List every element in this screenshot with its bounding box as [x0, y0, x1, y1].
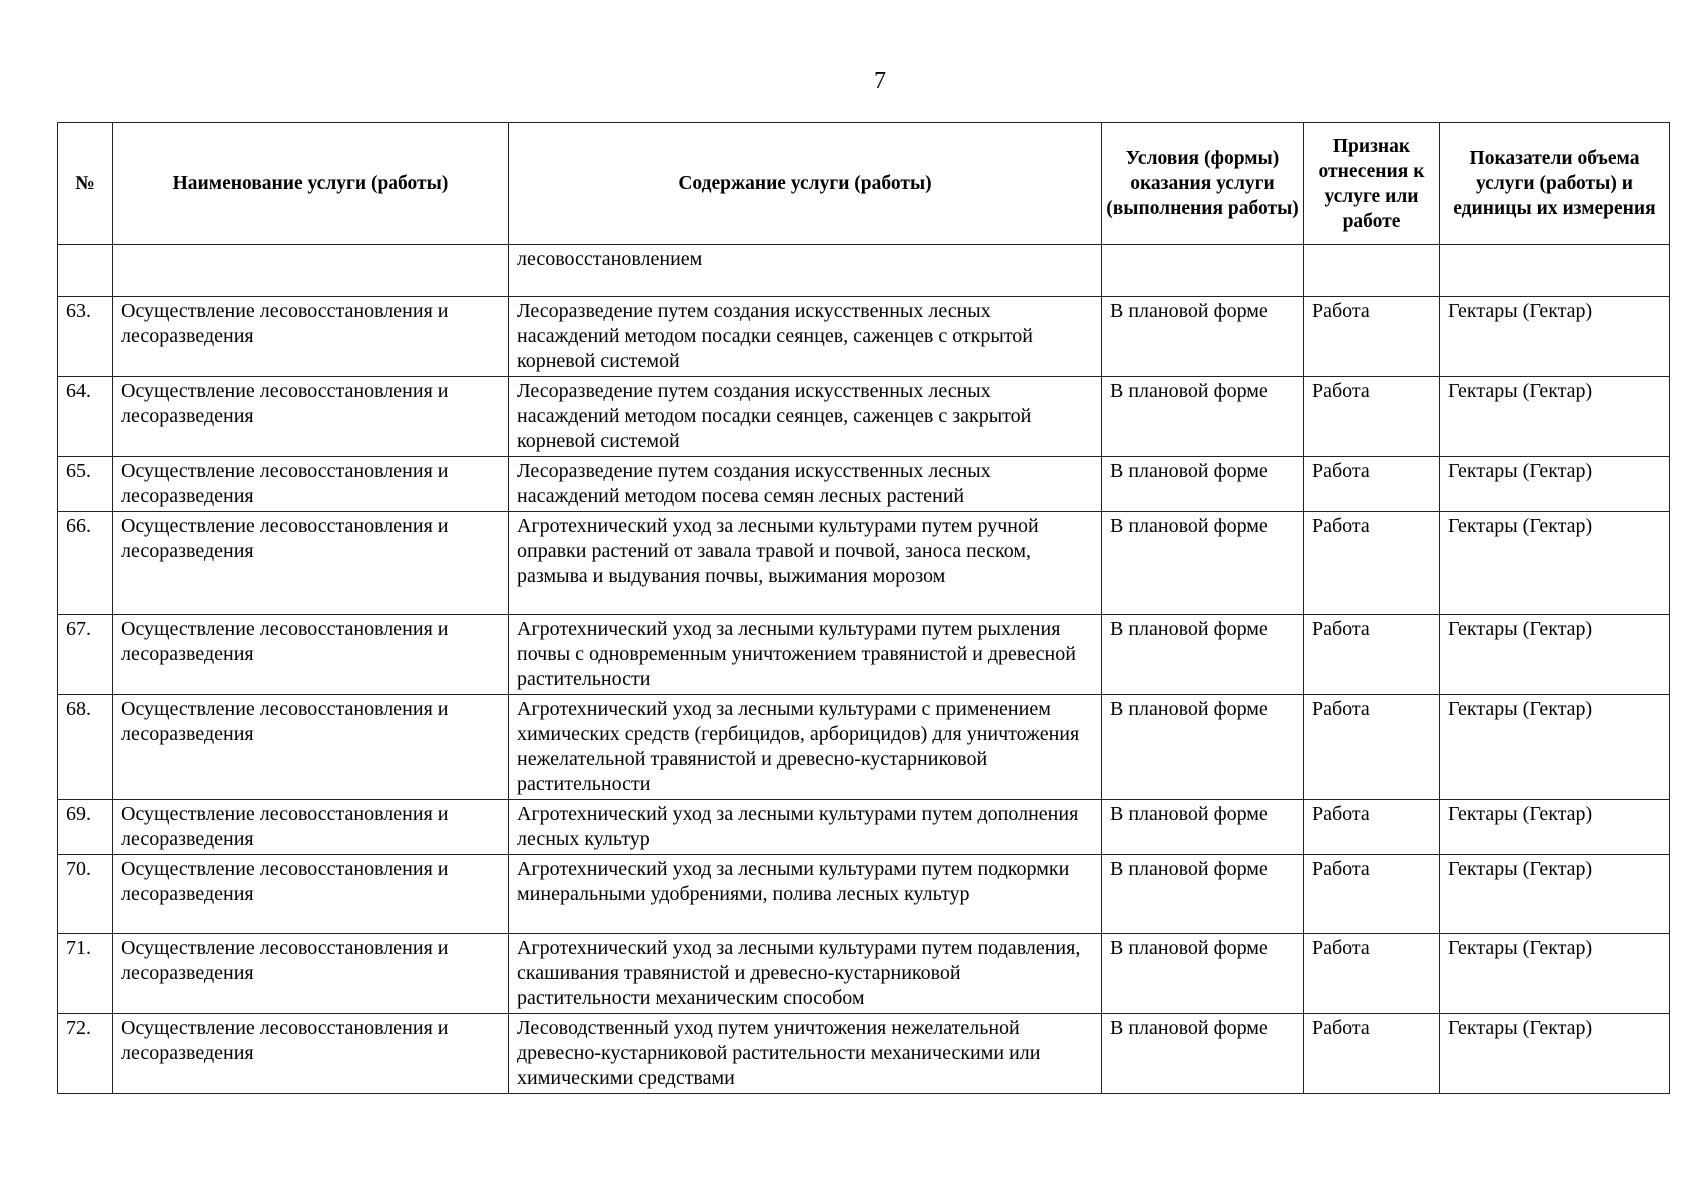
cell-indicators: Гектары (Гектар) [1440, 1014, 1670, 1094]
header-indicators: Показатели объема услуги (работы) и единицы их измерения [1440, 123, 1670, 245]
cell-num: 71. [58, 934, 113, 1014]
cell-content: Агротехнический уход за лесными культурами путем подавления, скашивания травянистой и древесно-кустарниковой растительности механическим способом [509, 934, 1102, 1014]
cell-num: 69. [58, 800, 113, 855]
cell-content: Агротехнический уход за лесными культурами путем подкормки минеральными удобрениями, полива лесных культур [509, 855, 1102, 934]
cell-sign: Работа [1304, 1014, 1440, 1094]
cell-conditions: В плановой форме [1102, 512, 1304, 615]
cell-conditions: В плановой форме [1102, 855, 1304, 934]
cell-num: 68. [58, 695, 113, 800]
cell-num: 66. [58, 512, 113, 615]
cell-content: Агротехнический уход за лесными культурами путем рыхления почвы с одновременным уничтожением травянистой и древесной растительности [509, 615, 1102, 695]
cell-conditions: В плановой форме [1102, 377, 1304, 457]
cell-conditions: В плановой форме [1102, 695, 1304, 800]
table-row [58, 615, 1670, 695]
cell-name: Осуществление лесовосстановления и лесоразведения [113, 377, 509, 457]
table-row [58, 695, 1670, 800]
cell-num: 72. [58, 1014, 113, 1094]
cell-num: 65. [58, 457, 113, 512]
cell-indicators [1440, 245, 1670, 297]
cell-conditions: В плановой форме [1102, 457, 1304, 512]
table-row [58, 377, 1670, 457]
cell-num: 70. [58, 855, 113, 934]
cell-sign: Работа [1304, 615, 1440, 695]
cell-sign: Работа [1304, 457, 1440, 512]
cell-content: Агротехнический уход за лесными культурами путем дополнения лесных культур [509, 800, 1102, 855]
cell-num: 63. [58, 297, 113, 377]
cell-content: Лесоводственный уход путем уничтожения нежелательной древесно-кустарниковой растительности механическими или химическими средствами [509, 1014, 1102, 1094]
cell-conditions: В плановой форме [1102, 297, 1304, 377]
cell-name: Осуществление лесовосстановления и лесоразведения [113, 800, 509, 855]
cell-content: Лесоразведение путем создания искусственных лесных насаждений методом посева семян лесных растений [509, 457, 1102, 512]
cell-name: Осуществление лесовосстановления и лесоразведения [113, 297, 509, 377]
cell-indicators: Гектары (Гектар) [1440, 297, 1670, 377]
header-sign: Признак отнесения к услуге или работе [1304, 123, 1440, 245]
cell-conditions: В плановой форме [1102, 1014, 1304, 1094]
table-row [58, 297, 1670, 377]
cell-indicators: Гектары (Гектар) [1440, 512, 1670, 615]
table-row [58, 800, 1670, 855]
table-row [58, 512, 1670, 615]
cell-content: Агротехнический уход за лесными культурами путем ручной оправки растений от завала травой и почвой, заноса песком, размыва и выдувания почвы, выжимания морозом [509, 512, 1102, 615]
table-row [58, 457, 1670, 512]
table-row [58, 1014, 1670, 1094]
table-row [58, 934, 1670, 1014]
table-row [58, 855, 1670, 934]
cell-name: Осуществление лесовосстановления и лесоразведения [113, 695, 509, 800]
cell-sign: Работа [1304, 377, 1440, 457]
cell-indicators: Гектары (Гектар) [1440, 457, 1670, 512]
header-content: Содержание услуги (работы) [509, 123, 1102, 245]
cell-indicators: Гектары (Гектар) [1440, 855, 1670, 934]
header-name: Наименование услуги (работы) [113, 123, 509, 245]
cell-conditions: В плановой форме [1102, 800, 1304, 855]
cell-name [113, 245, 509, 297]
table-header-row [58, 123, 1670, 245]
cell-name: Осуществление лесовосстановления и лесоразведения [113, 934, 509, 1014]
cell-sign [1304, 245, 1440, 297]
table-row-continuation [58, 245, 1670, 297]
cell-content: Лесоразведение путем создания искусственных лесных насаждений методом посадки сеянцев, саженцев с закрытой корневой системой [509, 377, 1102, 457]
cell-indicators: Гектары (Гектар) [1440, 934, 1670, 1014]
cell-name: Осуществление лесовосстановления и лесоразведения [113, 512, 509, 615]
cell-sign: Работа [1304, 800, 1440, 855]
cell-content: Лесоразведение путем создания искусственных лесных насаждений методом посадки сеянцев, саженцев с открытой корневой системой [509, 297, 1102, 377]
cell-sign: Работа [1304, 512, 1440, 615]
cell-num: 67. [58, 615, 113, 695]
cell-content: лесовосстановлением [509, 245, 1102, 297]
header-num: № [58, 123, 113, 245]
cell-name: Осуществление лесовосстановления и лесоразведения [113, 1014, 509, 1094]
cell-sign: Работа [1304, 855, 1440, 934]
cell-indicators: Гектары (Гектар) [1440, 377, 1670, 457]
services-table [57, 122, 1670, 1094]
cell-content: Агротехнический уход за лесными культурами с применением химических средств (гербицидов, арборицидов) для уничтожения нежелательной травянистой и древесно-кустарниковой растительности [509, 695, 1102, 800]
cell-name: Осуществление лесовосстановления и лесоразведения [113, 457, 509, 512]
cell-sign: Работа [1304, 297, 1440, 377]
cell-name: Осуществление лесовосстановления и лесоразведения [113, 855, 509, 934]
cell-indicators: Гектары (Гектар) [1440, 695, 1670, 800]
cell-sign: Работа [1304, 934, 1440, 1014]
cell-conditions: В плановой форме [1102, 615, 1304, 695]
cell-num [58, 245, 113, 297]
cell-conditions: В плановой форме [1102, 934, 1304, 1014]
cell-indicators: Гектары (Гектар) [1440, 615, 1670, 695]
header-conditions: Условия (формы) оказания услуги (выполнения работы) [1102, 123, 1304, 245]
cell-indicators: Гектары (Гектар) [1440, 800, 1670, 855]
cell-name: Осуществление лесовосстановления и лесоразведения [113, 615, 509, 695]
cell-num: 64. [58, 377, 113, 457]
cell-conditions [1102, 245, 1304, 297]
cell-sign: Работа [1304, 695, 1440, 800]
page-number: 7 [874, 68, 886, 94]
